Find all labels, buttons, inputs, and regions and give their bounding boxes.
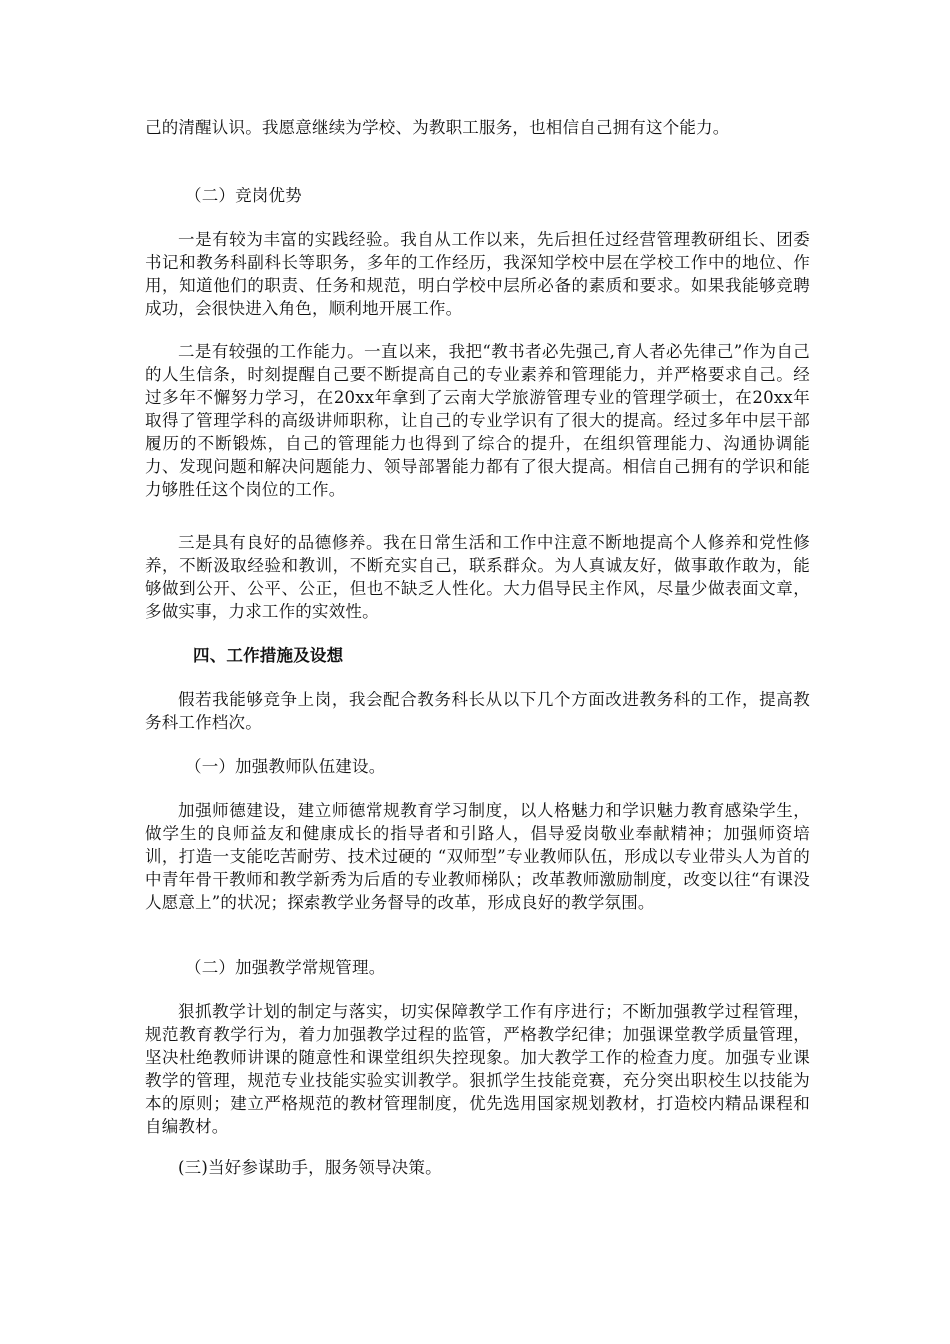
paragraph-measures: 假若我能够竞争上岗，我会配合教务科长从以下几个方面改进教务科的工作，提高教务科工作档次。: [145, 690, 810, 732]
paragraph-advantage-1: 一是有较为丰富的实践经验。我自从工作以来，先后担任过经营管理教研组长、团委书记和教务科副科长等职务，多年的工作经历，我深知学校中层在学校工作中的地位、作用，知道他们的职责、任务和规范，明白学校中层所必备的素质和要求。如果我能够竞聘成功，会很快进入角色，顺利地开展工作。: [145, 230, 810, 318]
section-heading-4: 四、工作措施及设想: [193, 646, 344, 665]
subheading-3: (三)当好参谋助手，服务领导决策。: [178, 1158, 442, 1177]
paragraph-intro-end: 己的清醒认识。我愿意继续为学校、为教职工服务，也相信自己拥有这个能力。: [145, 118, 730, 137]
subheading-advantage: （二）竞岗优势: [185, 186, 302, 205]
paragraph-sub-2: 狠抓教学计划的制定与落实，切实保障教学工作有序进行；不断加强教学过程管理，规范教育教学行为，着力加强教学过程的监管，严格教学纪律；加强课堂教学质量管理，坚决杜绝教师讲课的随意性和课堂组织失控现象。加大教学工作的检查力度。加强专业课教学的管理，规范专业技能实验实训教学。狠抓学生技能竞赛，充分突出职校生以技能为本的原则；建立严格规范的教材管理制度，优先选用国家规划教材，打造校内精品课程和自编教材。: [145, 1002, 810, 1136]
paragraph-sub-1: 加强师德建设，建立师德常规教育学习制度，以人格魅力和学识魅力教育感染学生，做学生的良师益友和健康成长的指导者和引路人，倡导爱岗敬业奉献精神；加强师资培训，打造一支能吃苦耐劳、技术过硬的 “双师型”专业教师队伍，形成以专业带头人为首的中青年骨干教师和教学新秀为后盾的专业教师梯队；改革教师激励制度，改变以往“有课没人愿意上”的状况；探索教学业务督导的改革，形成良好的教学氛围。: [145, 801, 810, 912]
subheading-1: （一）加强教师队伍建设。: [185, 757, 386, 776]
paragraph-advantage-3: 三是具有良好的品德修养。我在日常生活和工作中注意不断地提高个人修养和党性修养，不断汲取经验和教训，不断充实自己，联系群众。为人真诚友好，做事敢作敢为，能够做到公开、公平、公正，但也不缺乏人性化。大力倡导民主作风，尽量少做表面文章，多做实事，力求工作的实效性。: [145, 533, 810, 621]
paragraph-advantage-2: 二是有较强的工作能力。一直以来，我把“教书者必先强己,育人者必先律己”作为自己的人生信条，时刻提醒自己要不断提高自己的专业素养和管理能力，并严格要求自己。经过多年不懈努力学习，在20xx年拿到了云南大学旅游管理专业的管理学硕士，在20xx年取得了管理学科的高级讲师职称，让自己的专业学识有了很大的提高。经过多年中层干部履历的不断锻炼，自己的管理能力也得到了综合的提升，在组织管理能力、沟通协调能力、发现问题和解决问题能力、领导部署能力都有了很大提高。相信自己拥有的学识和能力够胜任这个岗位的工作。: [145, 342, 810, 499]
subheading-2: （二）加强教学常规管理。: [185, 958, 386, 977]
